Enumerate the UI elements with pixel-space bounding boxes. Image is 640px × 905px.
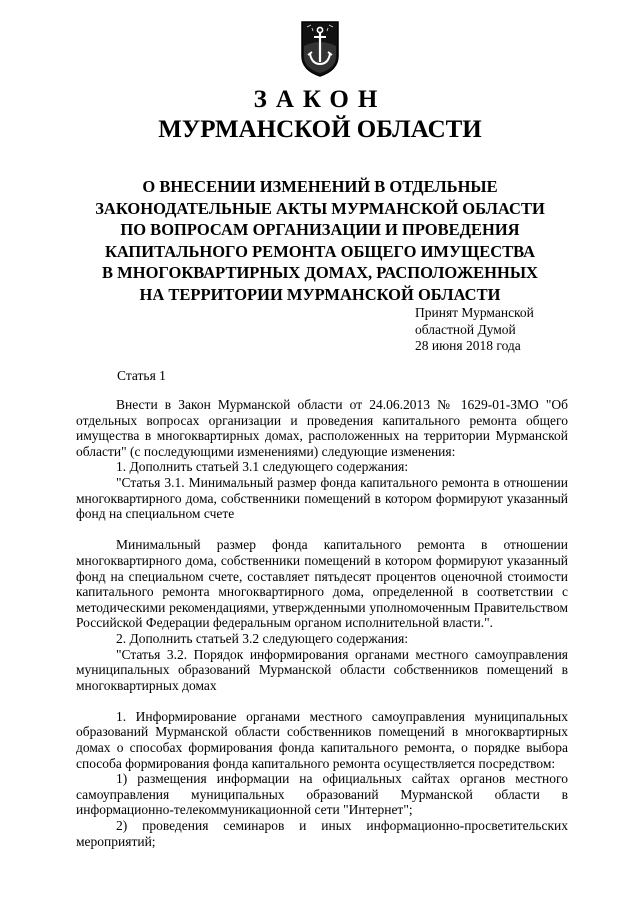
article-body xyxy=(76,397,568,849)
paragraph: "Статья 3.1. Минимальный размер фонда капитального ремонта в отношении многоквартирного дома, собственники помещений в котором формируют указанный фонд на специальном счете xyxy=(76,474,568,522)
subject-line: В МНОГОКВАРТИРНЫХ ДОМАХ, РАСПОЛОЖЕННЫХ xyxy=(102,263,538,282)
subject-line: НА ТЕРРИТОРИИ МУРМАНСКОЙ ОБЛАСТИ xyxy=(139,284,501,304)
adoption-line: Принят Мурманской xyxy=(415,305,534,320)
article-heading: Статья 1 xyxy=(117,368,166,383)
paragraph: 2. Дополнить статьей 3.2 следующего содержания: xyxy=(116,630,409,646)
adoption-note xyxy=(415,305,534,355)
spacer xyxy=(76,693,568,709)
paragraph: "Статья 3.2. Порядок информирования органами местного самоуправления муниципальных образований Мурманской области собственников помещений в многоквартирных домах xyxy=(76,646,568,693)
murmansk-coat-of-arms-icon xyxy=(298,18,342,78)
adoption-line: областной Думой xyxy=(415,321,516,337)
paragraph: Минимальный размер фонда капитального ремонта в отношении многоквартирного дома, собственники помещений в котором формируют указанный фонд на специальном счете, составляет пятьдесят процентов оценочной стоимости капитального ремонта многоквартирного дома, определенной в соответствии с методическими рекомендациями, утвержденными уполномоченным Правительством Российской Федерации федеральным органом исполнительной власти.". xyxy=(76,537,568,631)
adoption-date: 28 июня 2018 года xyxy=(415,338,521,353)
paragraph: 2) проведения семинаров и иных информационно-просветительских мероприятий; xyxy=(76,818,568,849)
paragraph: 1. Информирование органами местного самоуправления муниципальных образований Мурманской области собственников помещений в многоквартирных домах о способах формирования фонда капитального ремонта, о порядке выбора способа формирования фонда капитального ремонта осуществляется посредством: xyxy=(76,708,568,771)
paragraph: 1) размещения информации на официальных сайтах органов местного самоуправления муниципальных образований Мурманской области в информационно-телекоммуникационной сети "Интернет"; xyxy=(76,771,568,818)
law-subject-heading xyxy=(60,176,580,305)
paragraph: 1. Дополнить статьей 3.1 следующего содержания: xyxy=(116,459,409,475)
region-title: МУРМАНСКОЙ ОБЛАСТИ xyxy=(158,116,482,143)
subject-line: ЗАКОНОДАТЕЛЬНЫЕ АКТЫ МУРМАНСКОЙ ОБЛАСТИ xyxy=(95,198,545,218)
spacer xyxy=(76,522,568,538)
subject-line: О ВНЕСЕНИИ ИЗМЕНЕНИЙ В ОТДЕЛЬНЫЕ xyxy=(142,177,498,196)
subject-line: КАПИТАЛЬНОГО РЕМОНТА ОБЩЕГО ИМУЩЕСТВА xyxy=(104,241,536,261)
paragraph: Внести в Закон Мурманской области от 24.06.2013 № 1629-01-ЗМО "Об отдельных вопросах организации и проведения капитального ремонта общего имущества в многоквартирных домах, расположенных на территории Мурманской области" (с последующими изменениями) следующие изменения: xyxy=(76,397,568,459)
subject-line: ПО ВОПРОСАМ ОРГАНИЗАЦИИ И ПРОВЕДЕНИЯ xyxy=(120,220,520,239)
document-type-title: ЗАКОН xyxy=(253,86,387,113)
